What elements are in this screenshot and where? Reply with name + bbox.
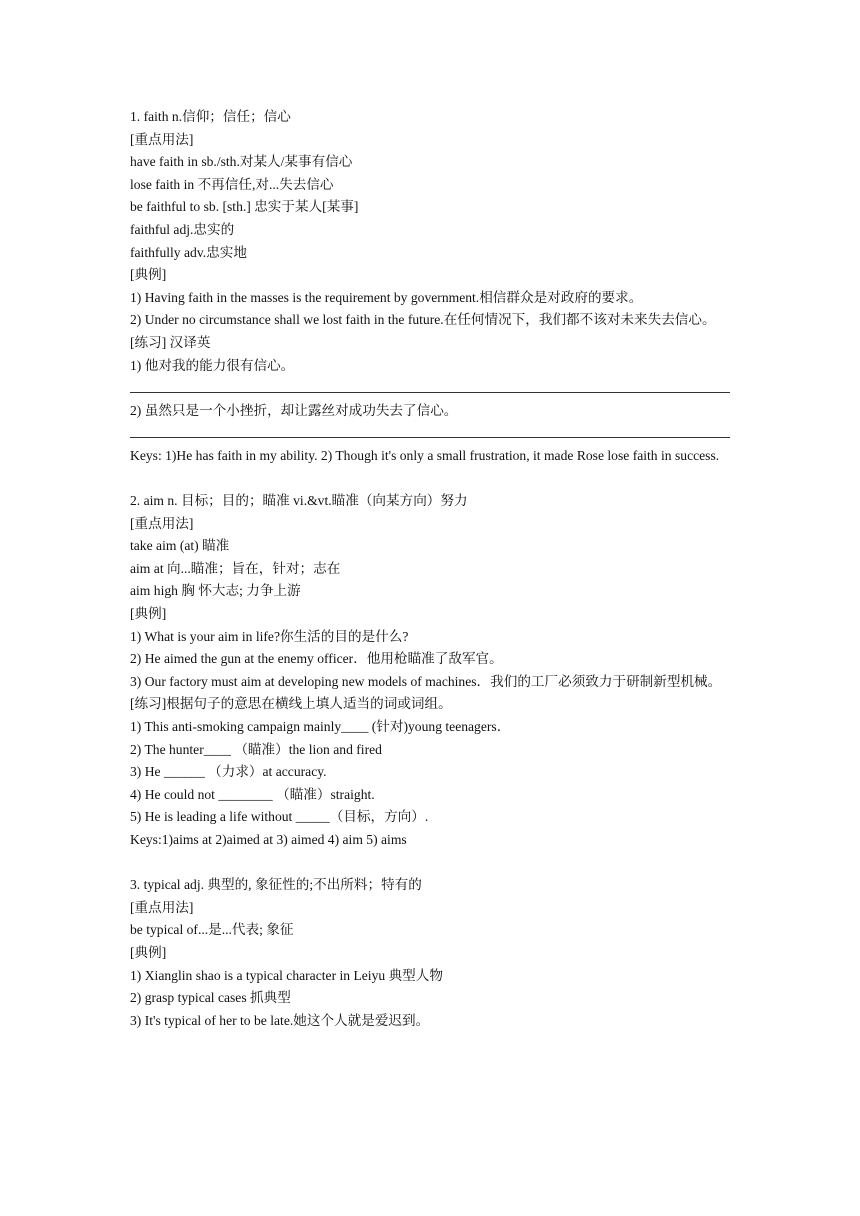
exercise-label: [练习]根据句子的意思在横线上填人适当的词或词组。 [130,696,452,712]
usage-line: aim high 胸 怀大志; 力争上游 [130,583,301,599]
example-label: [典例] [130,267,167,283]
section-spacer [130,468,734,491]
example-label: [典例] [130,606,167,622]
example-line: 2) grasp typical cases 抓典型 [130,990,291,1006]
usage-label: [重点用法] [130,131,194,147]
usage-line: take aim (at) 瞄准 [130,538,230,554]
example-line: 1) Having faith in the masses is the requirement by government.相信群众是对政府的要求。 [130,289,643,305]
example-line: 1) What is your aim in life?你生活的目的是什么? [130,628,409,644]
example-label: [典例] [130,944,167,960]
example-line: 3) Our factory must aim at developing new models of machines．我们的工厂必须致力于研制新型机械。 [130,673,722,689]
answer-line [130,377,734,400]
usage-label: [重点用法] [130,899,194,915]
answer-line [130,422,734,445]
exercise-item: 1) This anti-smoking campaign mainly____ (针对)young teenagers． [130,719,511,735]
usage-line: have faith in sb./sth.对某人/某事有信心 [130,154,353,170]
answer-keys: Keys:1)aims at 2)aimed at 3) aimed 4) aim 5) aims [130,832,407,847]
usage-line: faithful adj.忠实的 [130,221,235,237]
document-page [130,106,734,1032]
entry-faith [130,106,734,468]
usage-line: faithfully adv.忠实地 [130,244,247,260]
example-line: 1) Xianglin shao is a typical character in Leiyu 典型人物 [130,967,443,983]
usage-line: lose faith in 不再信任,对...失去信心 [130,176,334,192]
usage-line: be typical of...是...代表; 象征 [130,922,294,938]
usage-label: [重点用法] [130,515,194,531]
example-line: 3) It's typical of her to be late.她这个人就是爱迟到。 [130,1012,430,1028]
exercise-item: 3) He ______ （力求）at accuracy. [130,764,327,780]
usage-line: aim at 向...瞄准；旨在，针对；志在 [130,560,341,576]
exercise-item: 5) He is leading a life without _____（目标，方向）. [130,809,429,825]
example-line: 2) He aimed the gun at the enemy officer．他用枪瞄准了敌军官。 [130,651,503,667]
entry-heading: 2. aim n. 目标；目的；瞄准 vi.&vt.瞄准（向某方向）努力 [130,493,468,509]
entry-typical [130,874,734,1032]
exercise-item: 1) 他对我的能力很有信心。 [130,357,295,373]
entry-heading: 3. typical adj. 典型的, 象征性的;不出所料；特有的 [130,877,422,893]
example-line: 2) Under no circumstance shall we lost faith in the future.在任何情况下，我们都不该对未来失去信心。 [130,312,716,328]
usage-line: be faithful to sb. [sth.] 忠实于某人[某事] [130,199,359,215]
exercise-item: 2) 虽然只是一个小挫折，却让露丝对成功失去了信心。 [130,402,458,418]
entry-aim [130,490,734,852]
entry-heading: 1. faith n.信仰；信任；信心 [130,109,291,124]
exercise-item: 2) The hunter____ （瞄准）the lion and fired [130,741,382,757]
section-spacer [130,852,734,875]
answer-keys: Keys: 1)He has faith in my ability. 2) Though it's only a small frustration, it made Rose lose faith in success. [130,447,720,463]
exercise-item: 4) He could not ________ （瞄准）straight. [130,786,375,802]
exercise-label: [练习] 汉译英 [130,334,211,350]
